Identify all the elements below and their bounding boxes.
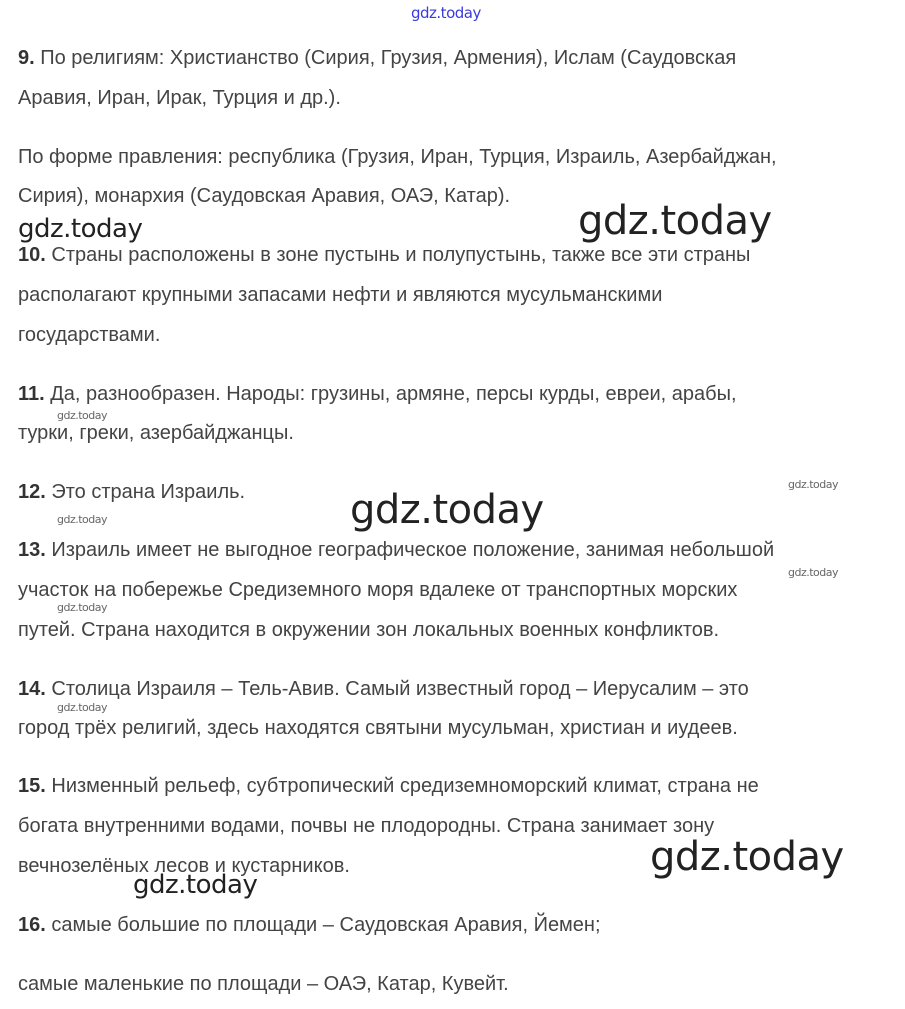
line-text: По религиям: Христианство (Сирия, Грузия, Армения), Ислам (Саудовская	[40, 47, 737, 69]
text-line	[18, 538, 774, 562]
watermark: gdz.today	[57, 513, 108, 526]
watermark: gdz.today	[57, 409, 108, 422]
text-line: государствами.	[18, 324, 161, 346]
text-line: участок на побережье Средиземного моря вдалеке от транспортных морских	[18, 579, 738, 601]
text-line	[18, 677, 749, 701]
text-line	[18, 243, 750, 267]
answer-number: 12.	[18, 481, 46, 503]
answer-number: 9.	[18, 47, 35, 69]
text-line	[18, 774, 759, 798]
watermark: gdz.today	[578, 198, 772, 244]
text-line: вечнозелёных лесов и кустарников.	[18, 855, 350, 877]
text-line: путей. Страна находится в окружении зон локальных военных конфликтов.	[18, 619, 720, 641]
line-text: Столица Израиля – Тель-Авив. Самый известный город – Иерусалим – это	[51, 678, 749, 700]
text-line: самые маленькие по площади – ОАЭ, Катар, Кувейт.	[18, 973, 509, 995]
answer-number: 13.	[18, 539, 46, 561]
text-line: турки, греки, азербайджанцы.	[18, 422, 294, 444]
watermark: gdz.today	[57, 701, 108, 714]
watermark: gdz.today	[650, 834, 844, 880]
answer-number: 16.	[18, 914, 46, 936]
text-line: Аравия, Иран, Ирак, Турция и др.).	[18, 87, 341, 109]
watermark: gdz.today	[350, 487, 544, 533]
watermark: gdz.today	[788, 478, 839, 491]
answer-number: 11.	[18, 383, 45, 405]
answer-number: 14.	[18, 678, 46, 700]
text-line	[18, 46, 736, 70]
line-text: Низменный рельеф, субтропический средиземноморский климат, страна не	[51, 775, 759, 797]
text-line: Сирия), монархия (Саудовская Аравия, ОАЭ, Катар).	[18, 185, 511, 207]
line-text: Это страна Израиль.	[51, 481, 246, 503]
watermark: gdz.today	[133, 870, 258, 900]
text-line: город трёх религий, здесь находятся святыни мусульман, христиан и иудеев.	[18, 717, 738, 739]
line-text: Израиль имеет не выгодное географическое положение, занимая небольшой	[51, 539, 775, 561]
text-line	[18, 913, 601, 937]
answer-number: 15.	[18, 775, 46, 797]
line-text: Страны расположены в зоне пустынь и полупустынь, также все эти страны	[51, 244, 751, 266]
text-line: По форме правления: республика (Грузия, Иран, Турция, Израиль, Азербайджан,	[18, 146, 777, 168]
watermark: gdz.today	[18, 214, 143, 244]
text-line	[18, 382, 737, 406]
watermark: gdz.today	[57, 601, 108, 614]
watermark: gdz.today	[411, 4, 481, 22]
watermark: gdz.today	[788, 566, 839, 579]
line-text: Да, разнообразен. Народы: грузины, армяне, персы курды, евреи, арабы,	[50, 383, 737, 405]
text-line: располагают крупными запасами нефти и являются мусульманскими	[18, 284, 663, 306]
text-line: богата внутренними водами, почвы не плодородны. Страна занимает зону	[18, 815, 715, 837]
answer-number: 10.	[18, 244, 46, 266]
line-text: самые большие по площади – Саудовская Аравия, Йемен;	[51, 914, 601, 936]
text-line	[18, 480, 245, 504]
